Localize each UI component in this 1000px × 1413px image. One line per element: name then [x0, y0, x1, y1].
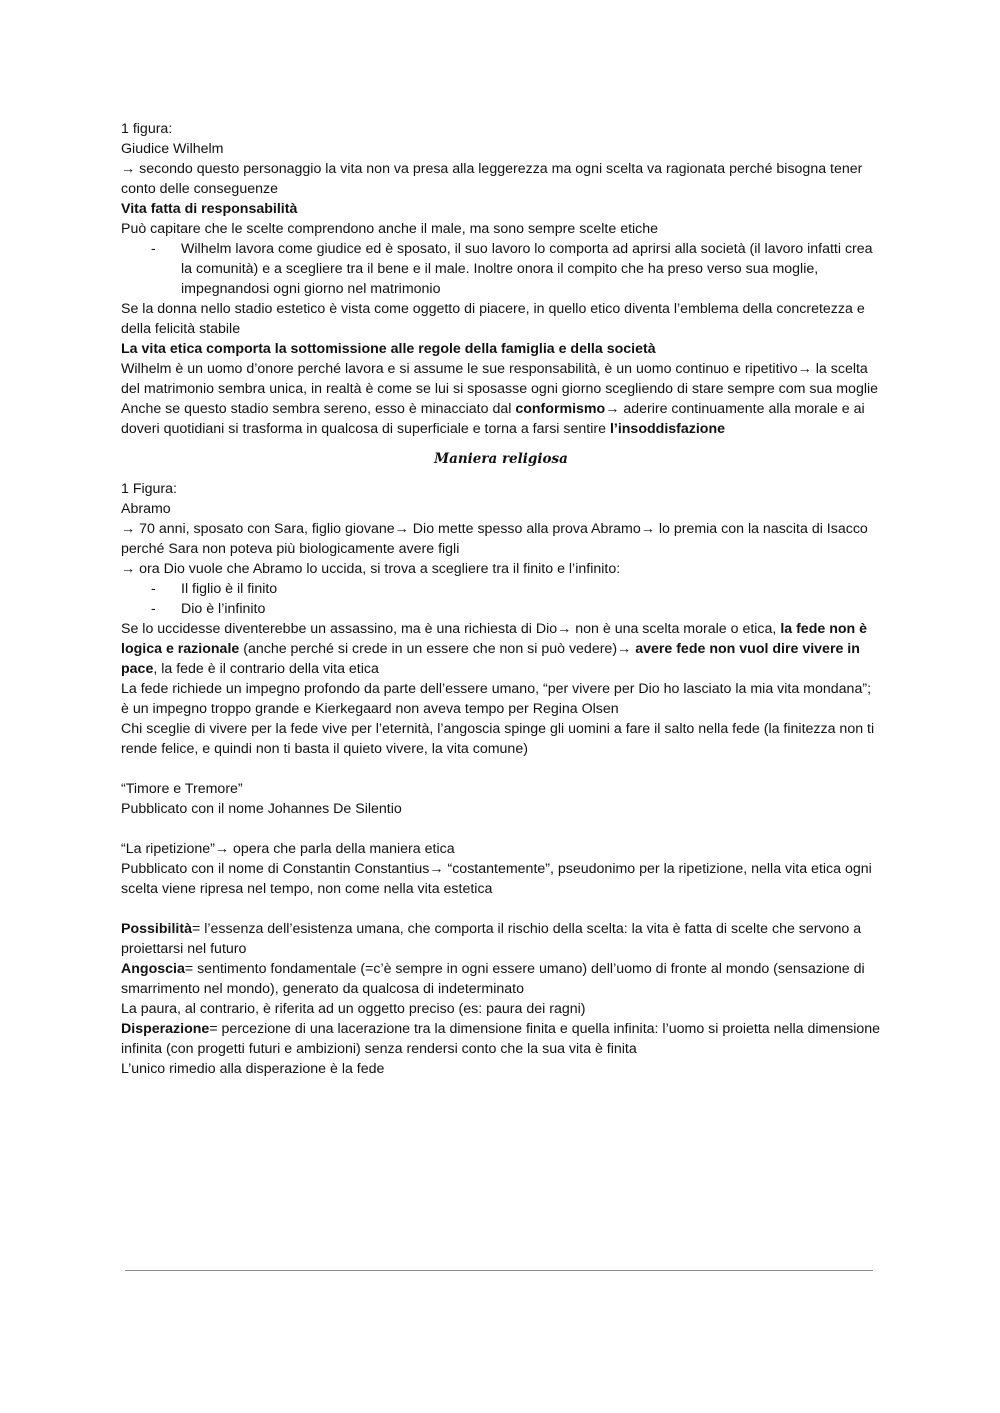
- figure-label: 1 figura:: [121, 121, 173, 137]
- bullet-text: Wilhelm lavora come giudice ed è sposato, il suo lavoro lo comporta ad aprirsi alla società (il lavoro infatti crea la comunità) e a scegliere tra il bene e il male. Inoltre onora il compito che ha preso verso sua moglie, impegnandosi ogni giorno nel matrimonio: [181, 241, 873, 297]
- definition-term: Disperazione: [121, 1021, 210, 1037]
- paragraph: L’unico rimedio alla disperazione è la fede: [121, 1061, 385, 1077]
- bullet-dash: -: [151, 241, 156, 257]
- bold-statement: La vita etica comporta la sottomissione alle regole della famiglia e della società: [121, 341, 656, 357]
- text-run: (anche perché si crede in un essere che non si può vedere)→: [239, 641, 636, 657]
- footer-divider: [125, 1270, 873, 1271]
- definition: [121, 959, 881, 999]
- text-run: Anche se questo stadio sembra sereno, esso è minacciato dal: [121, 401, 516, 417]
- paragraph: Chi sceglie di vivere per la fede vive per l’eternità, l’angoscia spinge gli uomini a fare il salto nella fede (la finitezza non ti rende felice, e quindi non ti basta il quieto vivere, la vita comune): [121, 721, 875, 757]
- definition-text: = sentimento fondamentale (=c’è sempre in ogni essere umano) dell’uomo di fronte al mondo (sensazione di smarrimento nel mondo), generato da qualcosa di indeterminato: [121, 961, 865, 997]
- definition-text: = l’essenza dell’esistenza umana, che comporta il rischio della scelta: la vita è fatta di scelte che servono a proiettarsi nel futuro: [121, 921, 862, 957]
- bullet-text: Dio è l’infinito: [181, 601, 266, 617]
- bullet-item: [121, 239, 881, 299]
- figure-name: Giudice Wilhelm: [121, 141, 224, 157]
- work-title: “La ripetizione”→ opera che parla della maniera etica: [121, 841, 455, 857]
- definition-text: = percezione di una lacerazione tra la dimensione finita e quella infinita: l’uomo si proietta nella dimensione infinita (con progetti futuri e ambizioni) senza rendersi conto che la sua vita è finita: [121, 1021, 881, 1057]
- spacer: [121, 759, 881, 779]
- paragraph: [121, 399, 881, 439]
- work-note: Pubblicato con il nome di Constantin Constantius→ “costantemente”, pseudonimo per la ripetizione, nella vita etica ogni scelta viene ripresa nel tempo, non come nella vita estetica: [121, 861, 872, 897]
- spacer: [121, 819, 881, 839]
- bold-term: avere fede non vuol dire vivere in pace: [121, 641, 860, 677]
- spacer: [121, 899, 881, 919]
- definition: [121, 919, 881, 959]
- paragraph: Wilhelm è un uomo d’onore perché lavora e si assume le sue responsabilità, è un uomo continuo e ripetitivo→ la scelta del matrimonio sembra unica, in realtà è come se lui si sposasse ogni giorno scegliendo di stare sempre com sua moglie: [121, 361, 879, 397]
- bullet-dash: -: [151, 581, 156, 597]
- bold-term: l’insoddisfazione: [609, 421, 726, 437]
- paragraph: → 70 anni, sposato con Sara, figlio giovane→ Dio mette spesso alla prova Abramo→ lo premia con la nascita di Isacco perché Sara non poteva più biologicamente avere figli: [121, 521, 868, 557]
- bold-title: Vita fatta di responsabilità: [121, 201, 298, 217]
- paragraph: La paura, al contrario, è riferita ad un oggetto preciso (es: paura dei ragni): [121, 1001, 586, 1017]
- definition-term: Angoscia: [121, 961, 185, 977]
- definition-term: Possibilità: [121, 921, 192, 937]
- paragraph: Può capitare che le scelte comprendono anche il male, ma sono sempre scelte etiche: [121, 221, 659, 237]
- bold-term: la fede non è logica e razionale: [121, 621, 868, 657]
- work-note: Pubblicato con il nome Johannes De Silentio: [121, 801, 402, 817]
- document-page: [121, 119, 881, 1079]
- bullet-text: Il figlio è il finito: [181, 581, 278, 597]
- text-run: Se lo uccidesse diventerebbe un assassino, ma è una richiesta di Dio→ non è una scelta morale o etica,: [121, 621, 781, 637]
- paragraph: La fede richiede un impegno profondo da parte dell’essere umano, “per vivere per Dio ho lasciato la mia vita mondana”; è un impegno troppo grande e Kierkegaard non aveva tempo per Regina Olsen: [121, 681, 872, 717]
- section-heading: Maniera religiosa: [434, 451, 568, 467]
- work-title: “Timore e Tremore”: [121, 781, 243, 797]
- paragraph: → secondo questo personaggio la vita non va presa alla leggerezza ma ogni scelta va ragionata perché bisogna tener conto delle conseguenze: [121, 161, 863, 197]
- figure-name: Abramo: [121, 501, 171, 517]
- bullet-dash: -: [151, 601, 156, 617]
- text-run: → aderire continuamente alla morale e ai doveri quotidiani si trasforma in qualcosa di superficiale e torna a farsi sentire: [121, 401, 865, 437]
- paragraph: → ora Dio vuole che Abramo lo uccida, si trova a scegliere tra il finito e l’infinito:: [121, 561, 621, 577]
- text-run: , la fede è il contrario della vita etica: [153, 661, 379, 677]
- paragraph: [121, 619, 881, 679]
- paragraph: Se la donna nello stadio estetico è vista come oggetto di piacere, in quello etico diventa l’emblema della concretezza e della felicità stabile: [121, 301, 865, 337]
- figure-label: 1 Figura:: [121, 481, 177, 497]
- bullet-item: [121, 599, 881, 619]
- bold-term: conformismo: [515, 401, 606, 417]
- definition: [121, 1019, 881, 1059]
- bullet-item: [121, 579, 881, 599]
